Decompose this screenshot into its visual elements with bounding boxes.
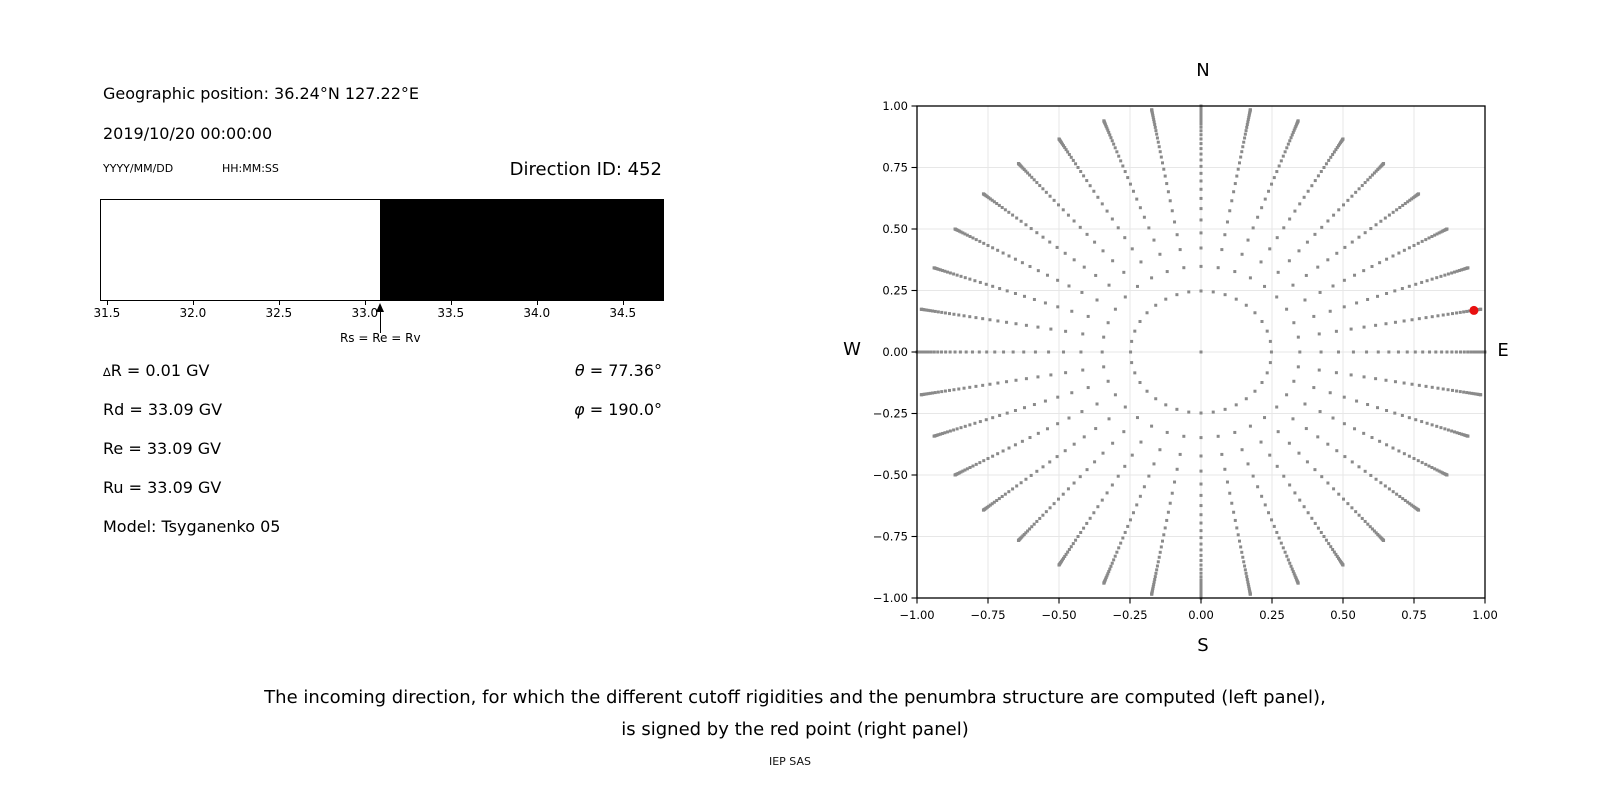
svg-text:0.00: 0.00 [1188, 608, 1214, 622]
phi-text: = 190.0° [584, 400, 662, 419]
geographic-position-text: Geographic position: 36.24°N 127.22°E [103, 84, 419, 103]
delta-r-text: R = 0.01 GV [110, 361, 210, 380]
svg-text:−0.50: −0.50 [1041, 608, 1077, 622]
svg-text:0.75: 0.75 [1401, 608, 1427, 622]
time-format-label: HH:MM:SS [222, 162, 279, 175]
direction-map-plot [860, 50, 1560, 665]
cutoff-marker-arrow [375, 303, 385, 333]
date-format-label: YYYY/MM/DD [103, 162, 174, 175]
re-value: Re = 33.09 GV [103, 439, 222, 458]
penumbra-tick-mark [193, 301, 194, 305]
compass-label-west: W [843, 339, 861, 360]
penumbra-tick-label: 31.5 [93, 306, 121, 320]
svg-text:1.00: 1.00 [882, 99, 908, 113]
penumbra-tick-label: 33.0 [351, 306, 379, 320]
svg-text:0.50: 0.50 [1330, 608, 1356, 622]
theta-value [575, 361, 662, 380]
penumbra-tick-label: 34.0 [523, 306, 551, 320]
penumbra-tick-mark [537, 301, 538, 305]
svg-text:−0.25: −0.25 [1112, 608, 1148, 622]
svg-text:0.00: 0.00 [882, 345, 908, 359]
compass-label-east: E [1497, 340, 1509, 361]
cutoff-marker-label: Rs = Re = Rv [339, 331, 421, 345]
phi-symbol: φ [574, 400, 585, 419]
penumbra-tick-mark [279, 301, 280, 305]
svg-text:0.50: 0.50 [882, 222, 908, 236]
svg-text:−0.25: −0.25 [872, 406, 908, 421]
datetime-text: 2019/10/20 00:00:00 [103, 124, 273, 143]
penumbra-tick-label: 34.5 [609, 306, 637, 320]
svg-text:0.75: 0.75 [882, 160, 908, 175]
phi-value [574, 400, 662, 419]
credit-text: IEP SAS [768, 755, 812, 768]
penumbra-forbidden-region [380, 200, 663, 300]
penumbra-tick-label: 33.5 [437, 306, 465, 320]
penumbra-tick-label: 32.5 [265, 306, 293, 320]
penumbra-bar-chart [100, 199, 664, 301]
penumbra-tick-label: 32.0 [179, 306, 207, 320]
arrow-line [380, 309, 381, 333]
compass-label-south: S [1197, 635, 1209, 656]
penumbra-tick-mark [107, 301, 108, 305]
compass-label-north: N [1196, 60, 1210, 81]
theta-text: = 77.36° [584, 361, 662, 380]
delta-symbol: ∆ [103, 365, 111, 379]
svg-text:−0.50: −0.50 [872, 468, 908, 482]
penumbra-tick-mark [623, 301, 624, 305]
svg-text:0.25: 0.25 [1259, 608, 1285, 622]
svg-text:−0.75: −0.75 [970, 608, 1006, 622]
model-text: Model: Tsyganenko 05 [103, 517, 281, 536]
svg-text:−1.00: −1.00 [872, 591, 908, 605]
ru-value: Ru = 33.09 GV [103, 478, 222, 497]
penumbra-tick-mark [365, 301, 366, 305]
svg-text:1.00: 1.00 [1472, 608, 1498, 622]
svg-text:0.25: 0.25 [882, 283, 908, 298]
delta-r-value [103, 361, 209, 380]
theta-symbol: θ [574, 361, 585, 380]
penumbra-tick-mark [451, 301, 452, 305]
svg-text:−1.00: −1.00 [899, 608, 935, 622]
svg-text:−0.75: −0.75 [872, 529, 908, 544]
caption-line-1: The incoming direction, for which the different cutoff rigidities and the penumbra structure are computed (left panel), [264, 687, 1326, 708]
selected-direction-point [1469, 306, 1478, 315]
direction-id-text: Direction ID: 452 [509, 159, 662, 180]
caption-line-2: is signed by the red point (right panel) [621, 719, 969, 740]
rd-value: Rd = 33.09 GV [103, 400, 223, 419]
